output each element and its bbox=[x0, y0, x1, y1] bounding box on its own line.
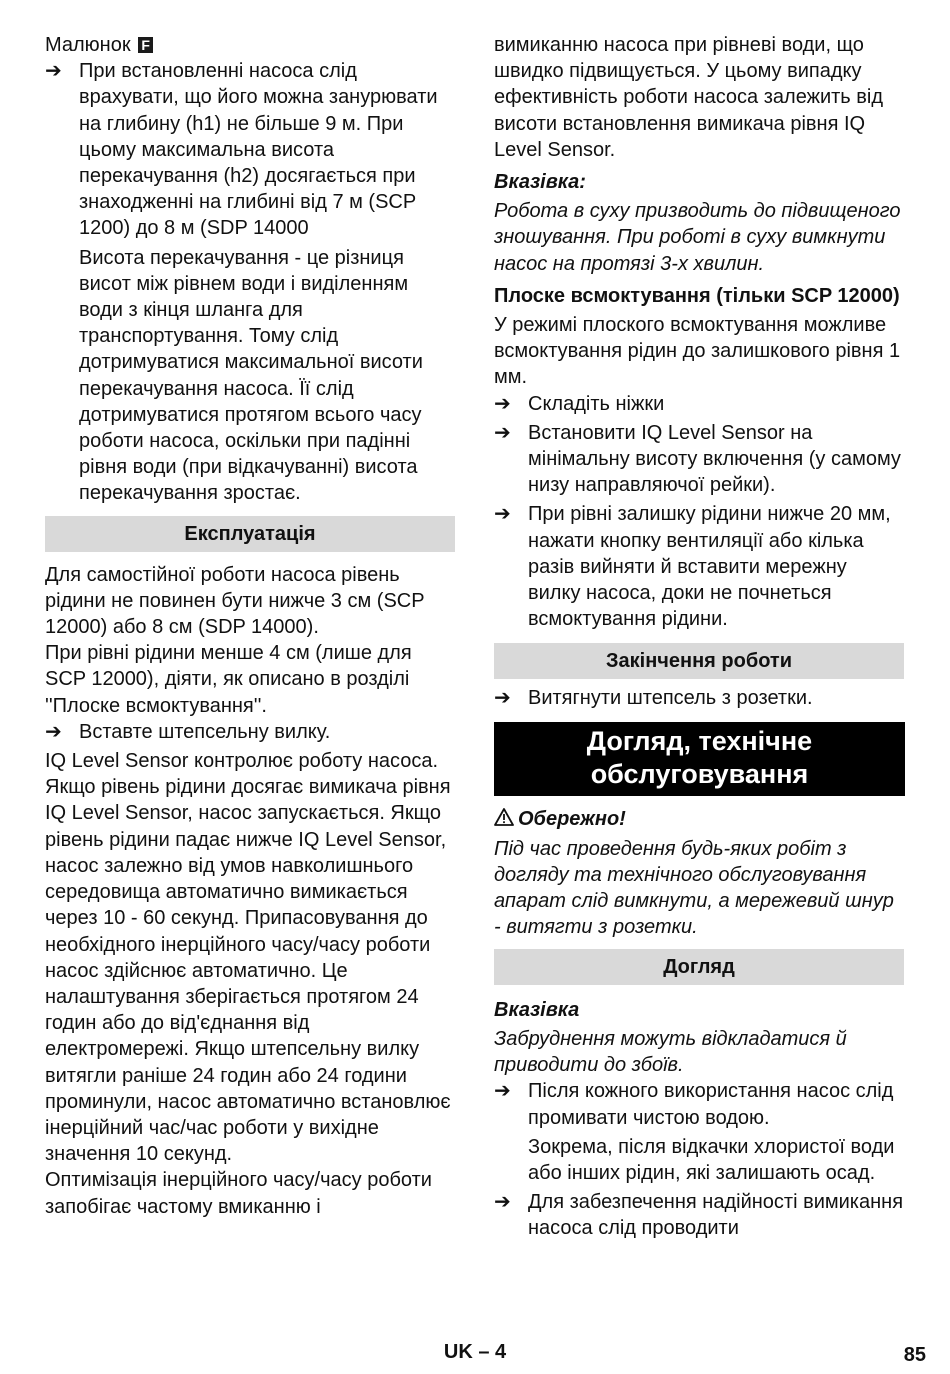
figure-letter-box: F bbox=[138, 37, 153, 53]
arrow-icon: ➔ bbox=[494, 687, 511, 710]
care-bullet-1-text: Після кожного використання насос слід промивати чистою водою. bbox=[528, 1080, 894, 1129]
chapter-heading-care-maintenance: Догляд, технічне обслуговування bbox=[494, 722, 905, 796]
right-column bbox=[494, 32, 904, 1242]
caution-text: Під час проведення будь-яких робіт з догляду та технічного обслуговування апарат слід вимкнути, а мережевий шнур - витягти з розетки. bbox=[494, 837, 894, 939]
flat-suction-bullet-1-text: Складіть ніжки bbox=[528, 392, 665, 415]
subheading-flat-suction: Плоске всмоктування (тільки SCP 12000) bbox=[494, 284, 900, 307]
install-paragraph: Висота перекачування - це різниця висот між рівнем води і виділенням води з кінця шланга для транспортування. Тому слід дотримуватися максимальної висоти перекачування насоса. Її слід дотримуватися протягом всього часу роботи насоса, оскільки при падінні рівня води (при відкачуванні) висота перекачування зростає. bbox=[79, 246, 423, 505]
care-bullet-1-continuation: Зокрема, після відкачки хлористої води або інших рідин, які залишають осад. bbox=[528, 1135, 895, 1184]
arrow-icon: ➔ bbox=[494, 1080, 511, 1103]
caution-heading bbox=[494, 806, 904, 833]
note-text-dry-run: Робота в суху призводить до підвищеного зношування. При роботі в суху вимкнути насос на протязі 3-х хвилин. bbox=[494, 200, 901, 275]
flat-suction-bullet-2-text: Встановити IQ Level Sensor на мінімальну висоту включення (у самому низу направляючої рейки). bbox=[528, 421, 901, 497]
warning-triangle-icon bbox=[494, 807, 518, 833]
flat-suction-paragraph: У режимі плоского всмоктування можливе всмоктування рідин до залишкового рівня 1 мм. bbox=[494, 314, 901, 389]
caution-heading-text: Обережно! bbox=[518, 807, 626, 830]
operation-paragraph-5: Оптимізація інерційного часу/часу роботи запобігає частому вмиканню і bbox=[45, 1169, 432, 1218]
left-column bbox=[45, 32, 455, 1220]
flat-suction-bullet-3 bbox=[494, 501, 904, 632]
operation-paragraph-1: Для самостійної роботи насоса рівень рідини не повинен бути нижче 3 см (SCP 12000) або 8 см (SDP 14000). bbox=[45, 563, 425, 639]
operation-paragraph-3: IQ Level Sensor контролює роботу насоса. bbox=[45, 750, 439, 773]
arrow-icon: ➔ bbox=[494, 421, 511, 444]
section-heading-end-of-work: Закінчення роботи bbox=[494, 643, 904, 679]
note-heading-dry-run: Вказівка: bbox=[494, 171, 586, 194]
section-heading-care: Догляд bbox=[494, 949, 904, 985]
operation-bullet-1 bbox=[45, 719, 455, 745]
operation-paragraph-4: Якщо рівень рідини досягає вимикача рівня IQ Level Sensor, насос запускається. Якщо рівень рідини падає нижче IQ Level Sensor, насос залежно від умов навколишнього середовища автоматично вимикається через 10 - 60 секунд. Припасовування до необхідного інерційного часу/часу роботи насос здійснює автоматично. Це налаштування зберігається протягом 24 годин або до від'єднання від електромережі. Якщо штепсельну вилку витягли раніше 24 годин або 24 години проминули, насос автоматично встановлює інерційний час/час роботи у вихідне значення 10 секунд. bbox=[45, 776, 451, 1166]
flat-suction-bullet-3-text: При рівні залишку рідини нижче 20 мм, нажати кнопку вентиляції або кілька разів вийняти й вставити мережну вилку насоса, доки не почнеться всмоктування рідини. bbox=[528, 503, 891, 631]
arrow-icon: ➔ bbox=[45, 60, 62, 83]
operation-bullet-1-text: Вставте штепсельну вилку. bbox=[79, 720, 331, 743]
figure-reference bbox=[45, 32, 455, 58]
flat-suction-bullet-2 bbox=[494, 420, 904, 499]
care-bullet-2-text: Для забезпечення надійності вимикання насоса слід проводити bbox=[528, 1191, 904, 1240]
arrow-icon: ➔ bbox=[494, 503, 511, 526]
arrow-icon: ➔ bbox=[494, 392, 511, 415]
care-bullet-2 bbox=[494, 1189, 904, 1241]
operation-paragraph-2: При рівні рідини менше 4 см (лише для SCP 12000), діяти, як описано в розділі ''Плоске всмоктування''. bbox=[45, 642, 412, 717]
figure-label: Малюнок bbox=[45, 34, 131, 56]
arrow-icon: ➔ bbox=[45, 720, 62, 743]
install-bullet bbox=[45, 58, 455, 241]
section-heading-operation: Експлуатація bbox=[45, 516, 455, 552]
end-of-work-bullet-text: Витягнути штепсель з розетки. bbox=[528, 687, 813, 710]
flat-suction-bullet-1 bbox=[494, 391, 904, 417]
note-text-dirt: Забруднення можуть відкладатися й приводити до збоїв. bbox=[494, 1027, 847, 1077]
footer-section-label: UK – 4 bbox=[443, 1341, 507, 1363]
care-bullet-1 bbox=[494, 1078, 904, 1130]
note-heading-dirt: Вказівка bbox=[494, 998, 580, 1021]
end-of-work-bullet bbox=[494, 685, 904, 711]
arrow-icon: ➔ bbox=[494, 1191, 511, 1214]
footer-page-number: 85 bbox=[903, 1344, 926, 1366]
continued-paragraph: вимиканню насоса при рівневі води, що швидко підвищується. У цьому випадку ефективність роботи насоса залежить від висоти встановлення вимикача рівня IQ Level Sensor. bbox=[494, 34, 884, 161]
install-bullet-text: При встановленні насоса слід врахувати, що його можна занурювати на глибину (h1) не більше 9 м. При цьому максимальна висота перекачування (h2) досягається при знаходженні на глибині від 7 м (SCP 1200) до 8 м (SDP 14000 bbox=[79, 60, 438, 240]
